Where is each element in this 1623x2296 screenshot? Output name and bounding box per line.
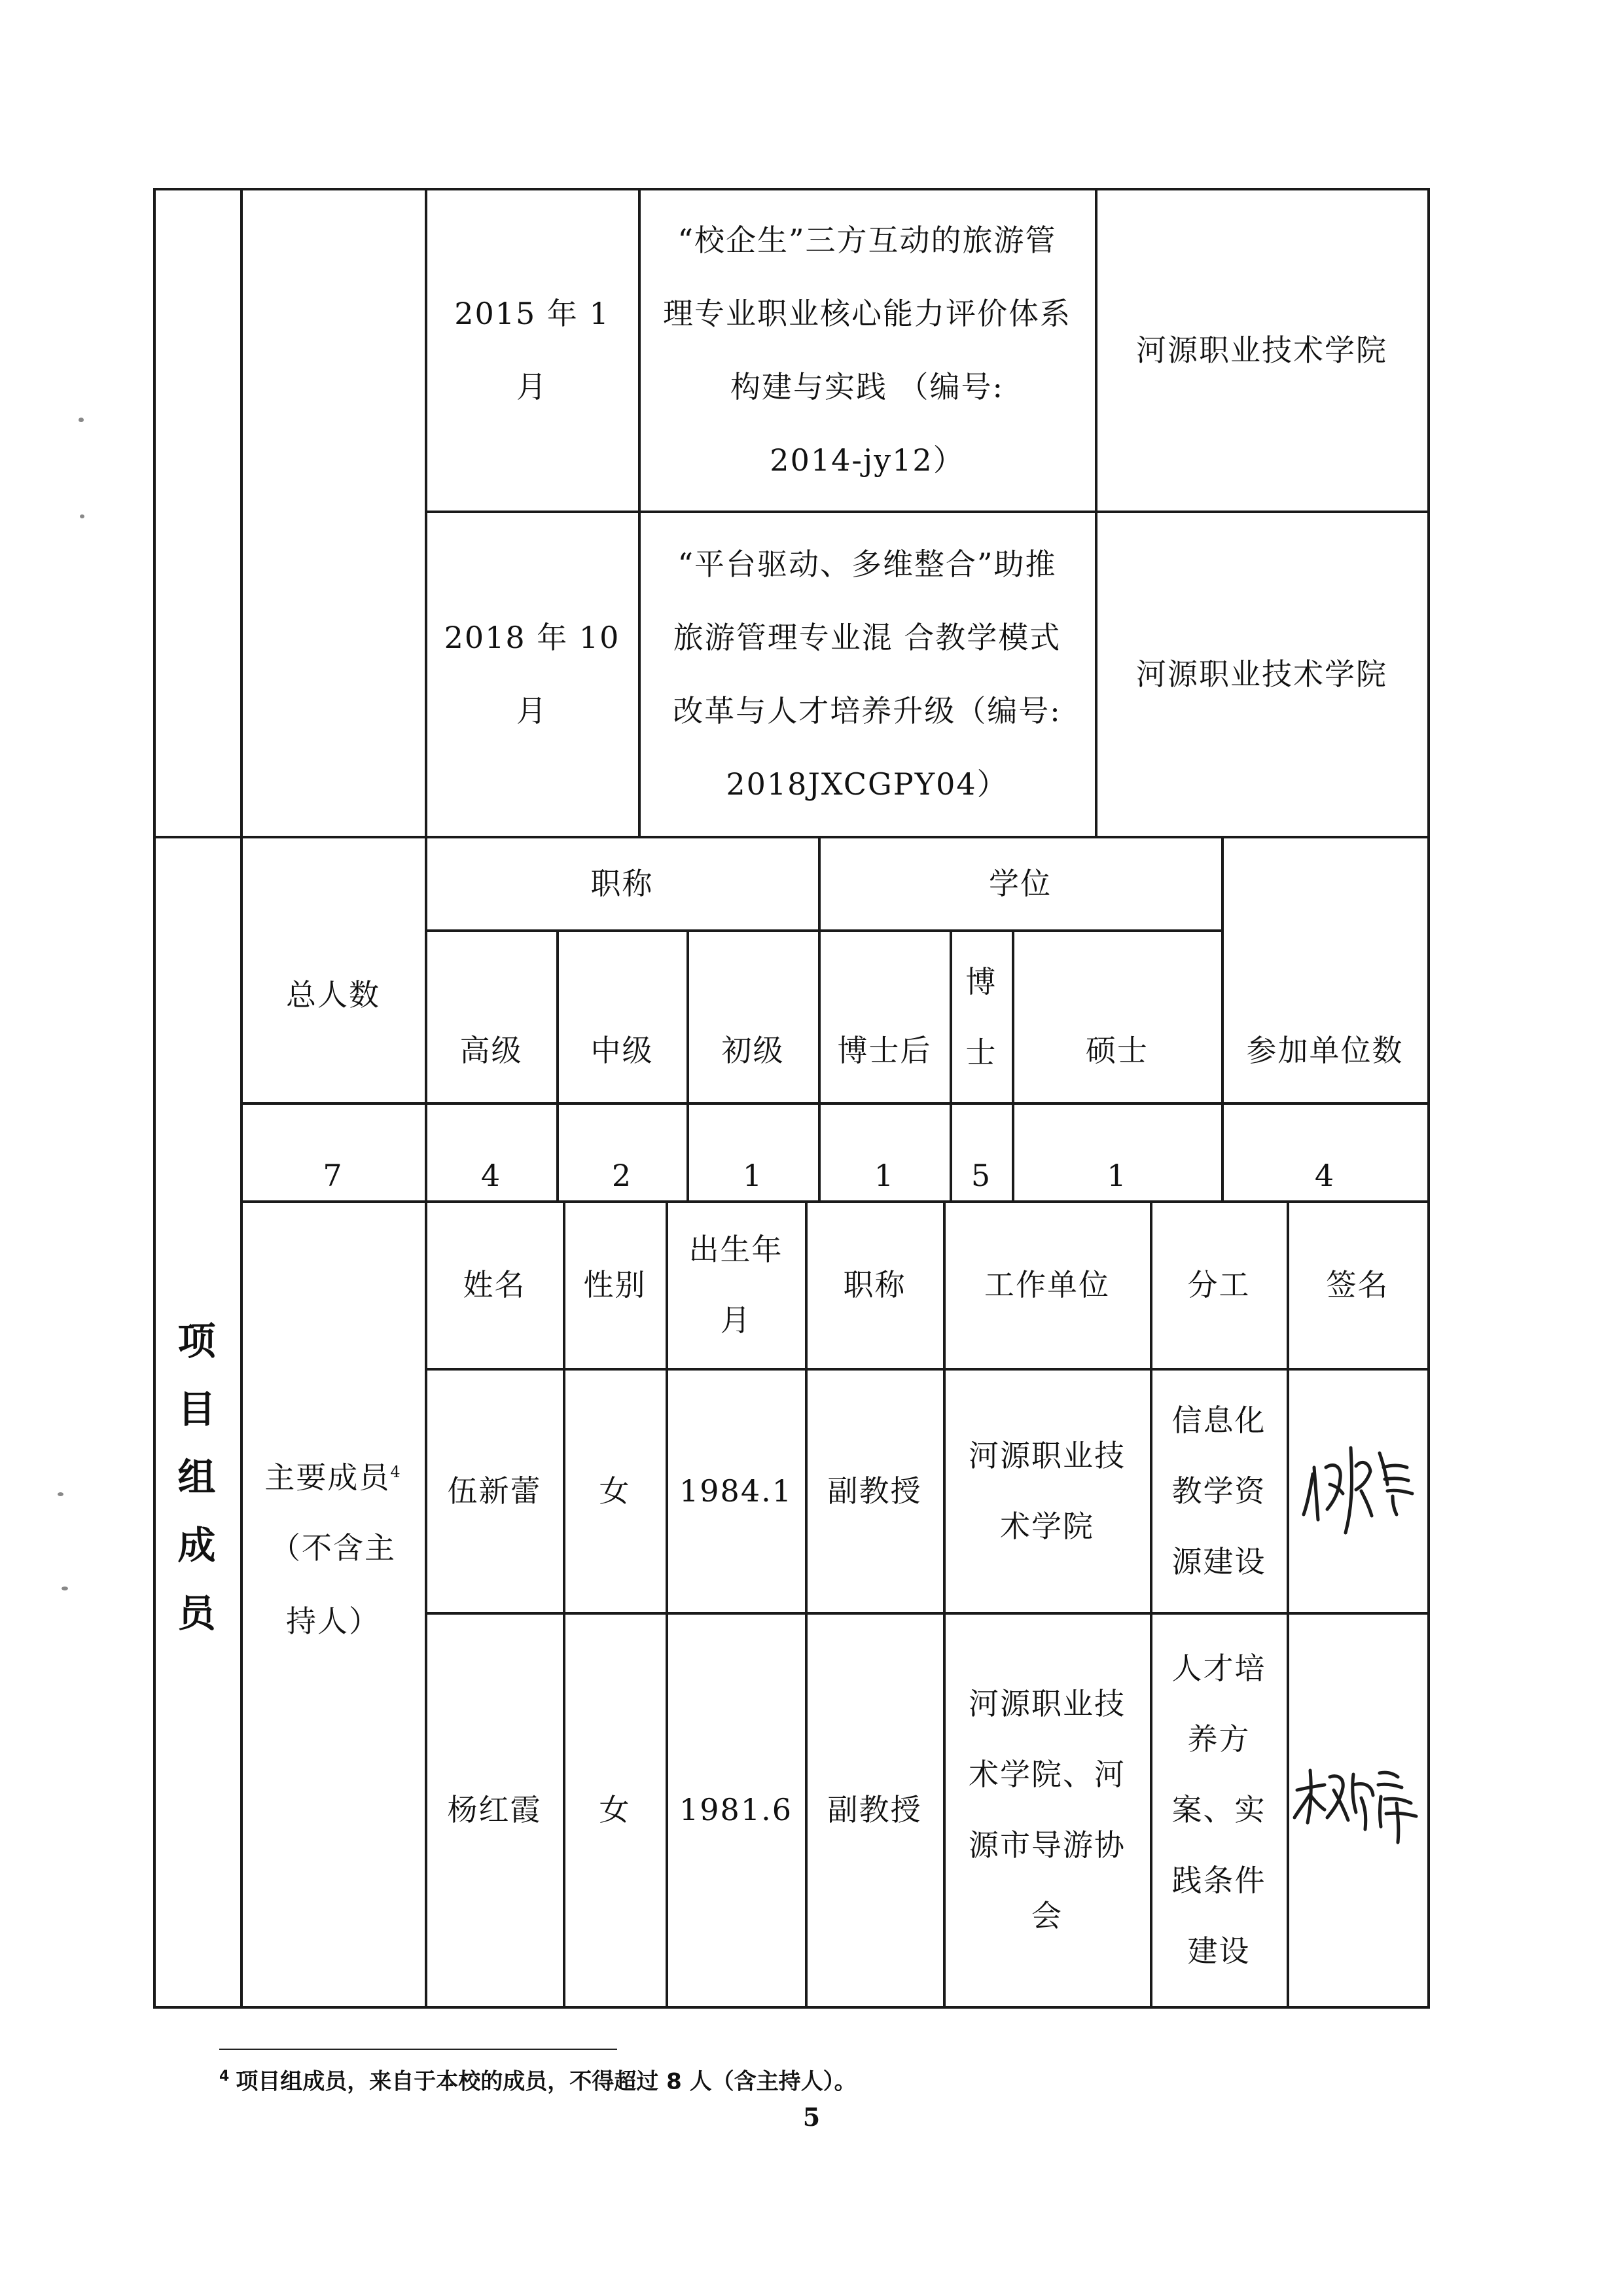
title-group-header: 职称 xyxy=(590,865,654,901)
member-title: 副教授 xyxy=(827,1473,922,1509)
achievement-title: “校企生”三方互动的旅游管 理专业职业核心能力评价体系 构建与实践 （编号: 2014-jy12） xyxy=(663,222,1071,478)
total-label: 总人数 xyxy=(286,977,380,1013)
header-gender: 性别 xyxy=(583,1267,647,1302)
scan-speck xyxy=(79,418,84,422)
scan-speck xyxy=(58,1492,63,1496)
phd-header: 博 士 xyxy=(965,964,997,1070)
achievement-date: 2018 年 10 月 xyxy=(444,619,620,728)
degree-group-header: 学位 xyxy=(989,865,1052,901)
member-birth: 1984.1 xyxy=(679,1473,793,1509)
junior-value: 1 xyxy=(742,1158,764,1193)
units-value: 4 xyxy=(1314,1158,1336,1193)
member-unit: 河源职业技 术学院 xyxy=(969,1437,1126,1544)
header-name: 姓名 xyxy=(463,1267,526,1302)
achievement-date: 2015 年 1 月 xyxy=(454,295,610,404)
member-birth: 1981.6 xyxy=(679,1792,793,1827)
postdoc-value: 1 xyxy=(874,1158,895,1193)
junior-header: 初级 xyxy=(721,1033,785,1068)
achievement-title: “平台驱动、多维整合”助推 旅游管理专业混 合教学模式 改革与人才培养升级（编号: 2018JXCGPY04） xyxy=(673,546,1061,802)
postdoc-header: 博士后 xyxy=(837,1033,932,1068)
signature-image xyxy=(1288,1613,1427,2006)
member-gender: 女 xyxy=(599,1792,631,1827)
header-birth: 出生年 月 xyxy=(688,1232,783,1338)
page-number: 5 xyxy=(802,2102,821,2132)
footnote: $^4$ 项目组成员，来自于本校的成员，不得超过 8 人（含主持人）。 xyxy=(219,2068,857,2095)
member-name: 杨红霞 xyxy=(447,1792,542,1827)
middle-header: 中级 xyxy=(590,1033,654,1068)
achievement-unit: 河源职业技术学院 xyxy=(1136,332,1387,368)
member-role: 信息化 教学资 源建设 xyxy=(1171,1402,1266,1579)
section-label-project-members: 项 目 组 成 员 xyxy=(177,1319,217,1636)
member-unit: 河源职业技 术学院、河 源市导游协 会 xyxy=(969,1686,1126,1933)
scan-speck xyxy=(62,1587,68,1590)
header-unit: 工作单位 xyxy=(984,1267,1110,1302)
master-header: 硕士 xyxy=(1086,1033,1149,1068)
scan-speck xyxy=(80,514,84,518)
phd-value: 5 xyxy=(971,1158,992,1193)
header-role: 分工 xyxy=(1187,1267,1251,1302)
header-sign: 签名 xyxy=(1326,1267,1389,1302)
main-members-label: 主要成员$^4$ （不含主 持人） xyxy=(264,1460,402,1640)
header-title: 职称 xyxy=(843,1267,906,1302)
master-value: 1 xyxy=(1107,1158,1128,1193)
total-value: 7 xyxy=(323,1158,344,1193)
member-role: 人才培 养方 案、实 践条件 建设 xyxy=(1171,1651,1266,1969)
senior-header: 高级 xyxy=(459,1033,523,1068)
member-title: 副教授 xyxy=(827,1792,922,1827)
middle-value: 2 xyxy=(611,1158,633,1193)
member-gender: 女 xyxy=(599,1473,631,1509)
signature-image xyxy=(1288,1369,1427,1612)
senior-value: 4 xyxy=(480,1158,502,1193)
footnote-separator xyxy=(219,2049,617,2050)
achievement-unit: 河源职业技术学院 xyxy=(1136,656,1387,692)
units-header: 参加单位数 xyxy=(1246,1033,1404,1068)
member-name: 伍新蕾 xyxy=(447,1473,542,1509)
